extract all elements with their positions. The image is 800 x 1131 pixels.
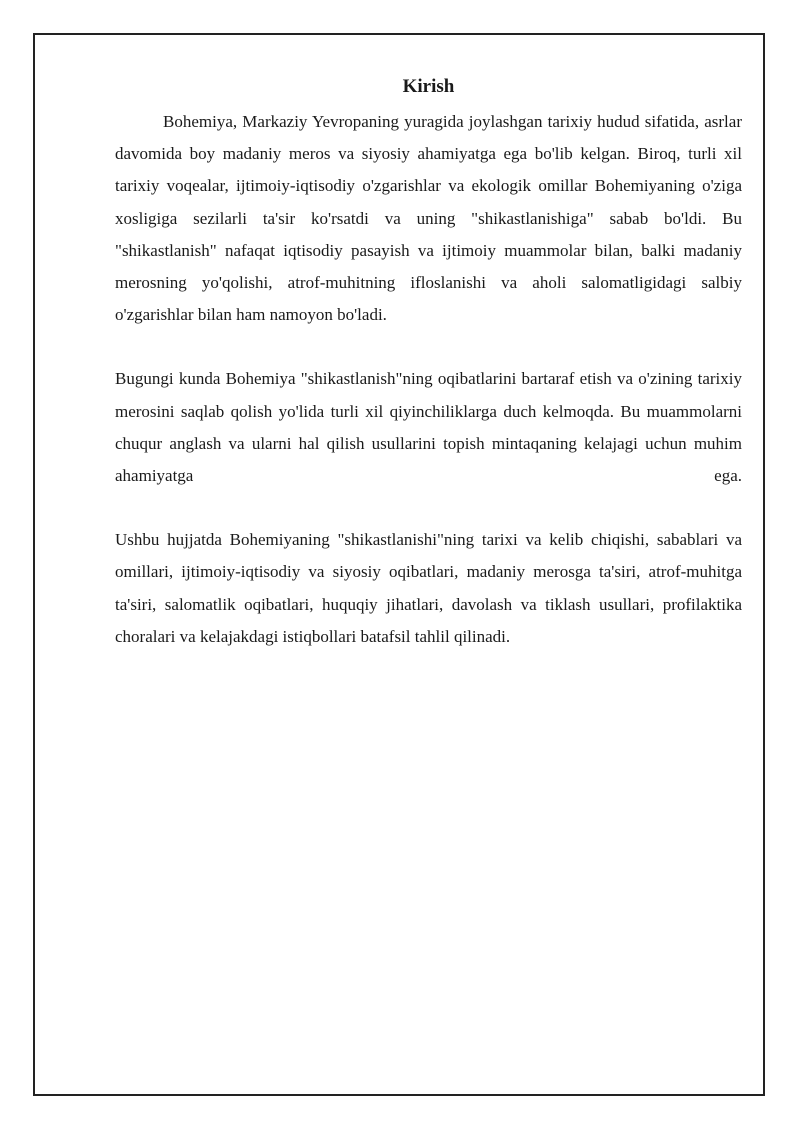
paragraph-challenges: Bugungi kunda Bohemiya "shikastlanish"ning oqibatlarini bartaraf etish va o'zining tarixiy merosini saqlab qolish yo'lida turli xil qiyinchiliklarga duch kelmoqda. Bu muammolarni chuqur anglash va ularni hal qilish usullarini topish mintaqaning kelajagi uchun muhim ahamiyatga ega. — [115, 369, 742, 486]
paragraph-intro: Bohemiya, Markaziy Yevropaning yuragida joylashgan tarixiy hudud sifatida, asrlar davomida boy madaniy meros va siyosiy ahamiyatga ega bo'lib kelgan. Biroq, turli xil tarixiy voqealar, ijtimoiy-iqtisodiy o'zgarishlar va ekologik omillar Bohemiyaning o'ziga xosligiga sezilarli ta'sir ko'rsatdi va uning "shikastlanishiga" sabab bo'ldi. Bu "shikastlanish" nafaqat iqtisodiy pasayish va ijtimoiy muammolar bilan, balki madaniy merosning yo'qolishi, atrof-muhitning ifloslanishi va aholi salomatligidagi salbiy o'zgarishlar bilan ham namoyon bo'ladi. — [115, 112, 742, 325]
document-body — [115, 74, 742, 685]
page-title: Kirish — [402, 76, 455, 97]
paragraph-scope: Ushbu hujjatda Bohemiyaning "shikastlanishi"ning tarixi va kelib chiqishi, sabablari va omillari, ijtimoiy-iqtisodiy va siyosiy oqibatlari, madaniy merosga ta'siri, atrof-muhitga ta'siri, salomatlik oqibatlari, huquqiy jihatlari, davolash va tiklash usullari, profilaktika choralari va kelajakdagi istiqbollari batafsil tahlil qilinadi. — [115, 530, 742, 646]
